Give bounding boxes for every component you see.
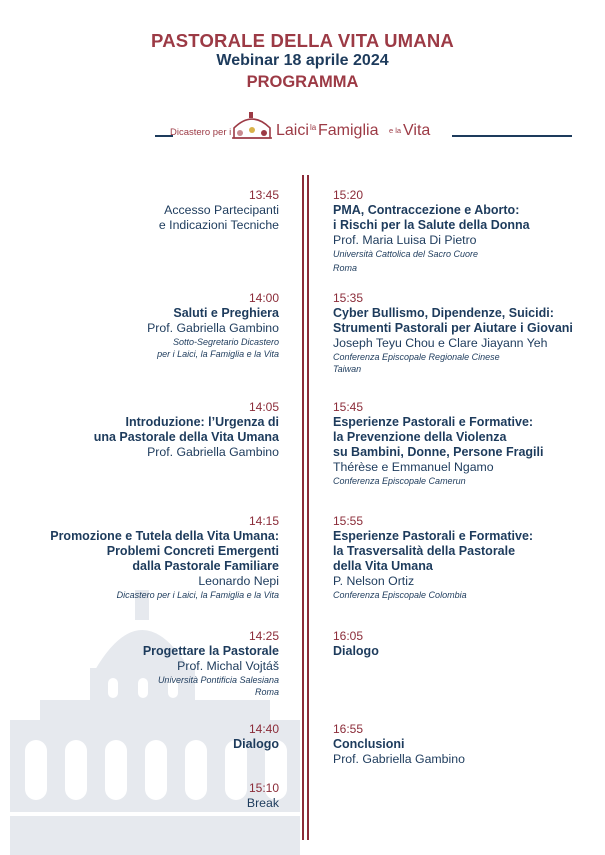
- item-time: 14:00: [248, 291, 279, 305]
- item-time: 15:10: [248, 781, 279, 795]
- item-title: Conclusioni: [333, 737, 405, 751]
- item-speaker: Joseph Teyu Chou e Clare Jiayann Yeh: [333, 336, 548, 350]
- item-time: 15:45: [333, 400, 364, 414]
- schedule-item: [333, 291, 598, 375]
- dicastero-logo: [170, 108, 440, 148]
- item-speaker: Prof. Gabriella Gambino: [147, 321, 279, 335]
- item-speaker: Prof. Gabriella Gambino: [147, 445, 279, 459]
- item-text: Break: [246, 796, 279, 810]
- schedule-item: [333, 514, 598, 601]
- item-affiliation: Università Pontificia Salesiana Roma: [157, 675, 279, 697]
- item-speaker: Thérèse e Emmanuel Ngamo: [333, 460, 494, 474]
- item-title: PMA, Contraccezione e Aborto: i Rischi per la Salute della Donna: [333, 203, 530, 232]
- schedule-item: [333, 400, 598, 487]
- logo-e-la: e la: [389, 126, 402, 135]
- emblem-icon: [232, 112, 272, 138]
- item-time: 15:35: [333, 291, 364, 305]
- schedule-item: [20, 188, 279, 233]
- item-speaker: P. Nelson Ortiz: [333, 574, 415, 588]
- timeline-divider-left: [302, 175, 304, 840]
- logo-laici: Laici: [276, 122, 309, 139]
- page-subtitle: Webinar 18 aprile 2024: [216, 52, 389, 69]
- logo-la: la: [310, 123, 317, 132]
- item-affiliation: Sotto-Segretario Dicastero per i Laici, la Famiglia e la Vita: [157, 337, 279, 359]
- item-time: 13:45: [248, 188, 279, 202]
- schedule-item: [20, 629, 279, 698]
- logo-vita: Vita: [403, 122, 431, 139]
- item-time: 14:40: [248, 722, 279, 736]
- schedule-item: [333, 629, 598, 659]
- item-title: Promozione e Tutela della Vita Umana: Problemi Concreti Emergenti dalla Pastorale Familiare: [50, 529, 279, 573]
- item-title: Dialogo: [333, 644, 379, 658]
- item-title: Esperienze Pastorali e Formative: la Trasversalità della Pastorale della Vita Umana: [333, 529, 534, 573]
- logo-pre-text: Dicastero per i: [170, 127, 232, 138]
- item-title: Introduzione: l’Urgenza di una Pastorale della Vita Umana: [93, 415, 279, 444]
- item-title: Progettare la Pastorale: [142, 644, 279, 658]
- schedule-item: [20, 781, 279, 811]
- item-time: 16:05: [333, 629, 364, 643]
- schedule-item: [20, 514, 279, 601]
- item-speaker: Prof. Michal Vojtáš: [177, 659, 279, 673]
- item-text: Accesso Partecipanti e Indicazioni Tecniche: [158, 203, 279, 232]
- item-speaker: Prof. Gabriella Gambino: [333, 752, 465, 766]
- item-time: 14:25: [248, 629, 279, 643]
- item-time: 14:05: [248, 400, 279, 414]
- item-title: Cyber Bullismo, Dipendenze, Suicidi: Strumenti Pastorali per Aiutare i Giovani: [333, 306, 573, 335]
- schedule-item: [333, 188, 598, 274]
- timeline-divider-right: [307, 175, 309, 840]
- item-affiliation: Conferenza Episcopale Camerun: [333, 476, 466, 486]
- item-affiliation: Conferenza Episcopale Regionale Cinese Taiwan: [333, 352, 500, 374]
- item-time: 15:20: [333, 188, 364, 202]
- item-title: Dialogo: [233, 737, 279, 751]
- item-time: 16:55: [333, 722, 364, 736]
- item-time: 14:15: [248, 514, 279, 528]
- item-speaker: Prof. Maria Luisa Di Pietro: [333, 233, 477, 247]
- header-rule-right: [452, 135, 572, 137]
- item-affiliation: Dicastero per i Laici, la Famiglia e la Vita: [116, 590, 279, 600]
- item-affiliation: Conferenza Episcopale Colombia: [333, 590, 467, 600]
- item-speaker: Leonardo Nepi: [198, 574, 279, 588]
- item-title: Saluti e Preghiera: [173, 306, 279, 320]
- section-title: PROGRAMMA: [246, 73, 359, 91]
- item-title: Esperienze Pastorali e Formative: la Prevenzione della Violenza su Bambini, Donne, Persone Fragili: [333, 415, 544, 459]
- page-title: PASTORALE DELLA VITA UMANA: [151, 30, 454, 51]
- logo-famiglia: Famiglia: [318, 122, 379, 139]
- schedule-item: [20, 291, 279, 360]
- item-affiliation: Università Cattolica del Sacro Cuore Roma: [333, 249, 479, 273]
- item-time: 15:55: [333, 514, 364, 528]
- schedule-item: [333, 722, 598, 767]
- schedule-item: [20, 400, 279, 460]
- schedule-item: [20, 722, 279, 752]
